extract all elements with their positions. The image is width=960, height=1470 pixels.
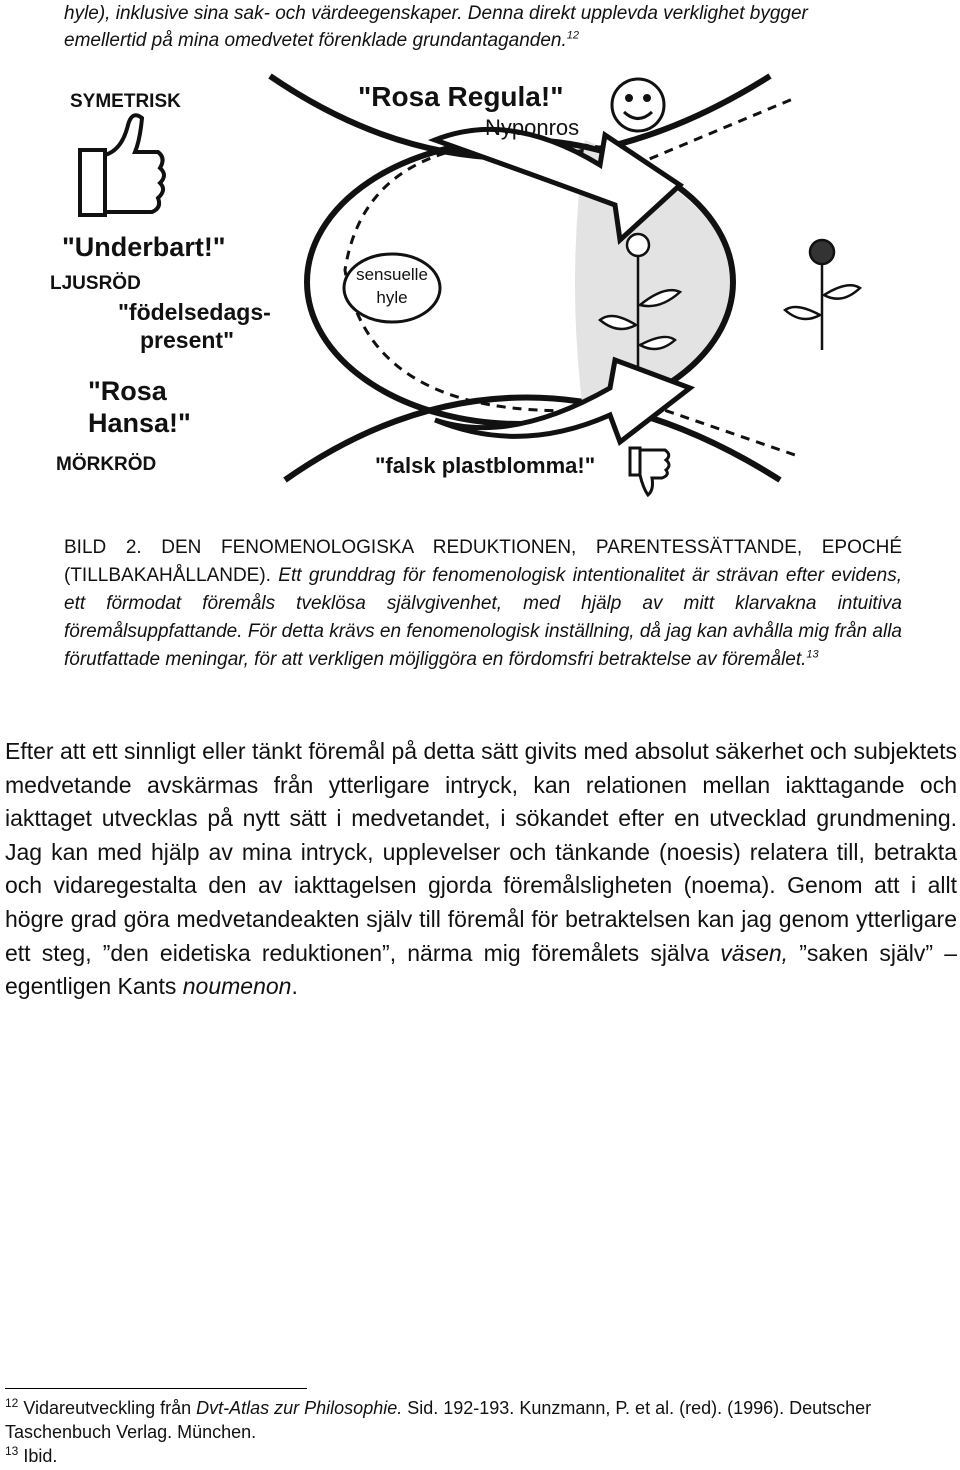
hyle-label: hyle bbox=[376, 288, 408, 307]
nyponros-label: Nyponros bbox=[485, 115, 580, 140]
footnote-12-title: Dvt-Atlas zur Philosophie. bbox=[196, 1398, 403, 1418]
footnote-13-text: Ibid. bbox=[18, 1446, 58, 1466]
rosa-regula-label: "Rosa Regula!" bbox=[358, 81, 564, 112]
top-line-1: hyle), inklusive sina sak- och värdeegenskaper. Denna direkt upplevda verklighet bygger bbox=[64, 3, 808, 24]
footnote-divider bbox=[5, 1388, 307, 1389]
smiley-icon bbox=[612, 79, 664, 131]
footnote-ref-12[interactable]: 12 bbox=[566, 29, 580, 42]
top-line-2 bbox=[64, 27, 904, 54]
flower-dark-icon bbox=[785, 240, 860, 350]
footnote-ref-13[interactable]: 13 bbox=[806, 648, 819, 661]
reduction-figure bbox=[40, 70, 920, 500]
footnote-12-number: 12 bbox=[5, 1396, 19, 1410]
ljusrod-label: LJUSRÖD bbox=[50, 273, 141, 294]
footnote-12-pre: Vidareutveckling från bbox=[18, 1398, 197, 1418]
sensuelle-label: sensuelle bbox=[356, 265, 428, 284]
body-italic-vasen: väsen, bbox=[720, 939, 789, 966]
top-paragraph bbox=[64, 0, 904, 54]
fodelsedags-label-2: present" bbox=[140, 327, 234, 353]
footnote-13 bbox=[5, 1444, 957, 1468]
body-end: . bbox=[291, 973, 298, 1000]
fodelsedags-label-1: "födelsedags- bbox=[118, 299, 271, 325]
top-line-2-text: emellertid på mina omedvetet förenklade grundantaganden. bbox=[64, 30, 567, 51]
symetrisk-label: SYMETRISK bbox=[70, 91, 181, 112]
body-paragraph bbox=[5, 735, 957, 1004]
morkrod-label: MÖRKRÖD bbox=[56, 454, 157, 475]
thumbs-up-icon bbox=[80, 115, 164, 215]
footnote-13-number: 13 bbox=[5, 1444, 19, 1458]
footnote-12-post: Sid. 192-193. Kunzmann, P. et al. (red). (1996). Deutscher Taschenbuch Verlag. München. bbox=[5, 1398, 872, 1442]
rosa-hansa-label-2: Hansa!" bbox=[88, 408, 191, 438]
falsk-plastblomma-label: "falsk plastblomma!" bbox=[375, 453, 596, 478]
rosa-hansa-label-1: "Rosa bbox=[88, 376, 167, 406]
underbart-label: "Underbart!" bbox=[62, 232, 226, 262]
caption-label: BILD 2. DEN FENOMENOLOGISKA REDUKTIONEN, PARENTESSÄTTANDE, EPOCHÉ (TILLBAKAHÅLLANDE). bbox=[64, 537, 902, 586]
thumbs-down-icon bbox=[630, 448, 669, 495]
caption-text: Ett grunddrag för fenomenologisk intentionalitet är strävan efter evidens, ett förmodat föremåls tveklösa självgivenhet, med hjälp av mitt klarvakna intuitiva föremålsuppfattande. För detta krävs en fenomenologisk inställning, då jag kan avhålla mig från alla förutfattade meningar, för att verkligen möjliggöra en fördomsfri betraktelse av föremålet. bbox=[64, 565, 902, 670]
body-text-2: ”saken själv” – egentligen Kants bbox=[5, 939, 957, 1000]
body-text-1: Efter att ett sinnligt eller tänkt föremål på detta sätt givits med absolut säkerhet och subjektets medvetande avskärmas från ytterligare intryck, kan relationen mellan iakttagande och iakttaget utvecklas på nytt sätt i medvetandet, i sökandet efter en utvecklad grundmening. Jag kan med hjälp av mina intryck, upplevelser och tänkande (noesis) relatera till, betrakta och vidaregestalta den av iakttagelsen gjorda föremålsligheten (noema). Genom att i allt högre grad göra medvetandeakten själv till föremål för betraktelsen kan jag genom ytterligare ett steg, ”den eidetiska reduktionen”, närma mig föremålets själva bbox=[5, 738, 957, 966]
footnotes bbox=[5, 1396, 957, 1468]
body-italic-noumenon: noumenon bbox=[182, 973, 292, 1000]
footnote-12 bbox=[5, 1396, 957, 1444]
figure-caption bbox=[64, 534, 902, 674]
